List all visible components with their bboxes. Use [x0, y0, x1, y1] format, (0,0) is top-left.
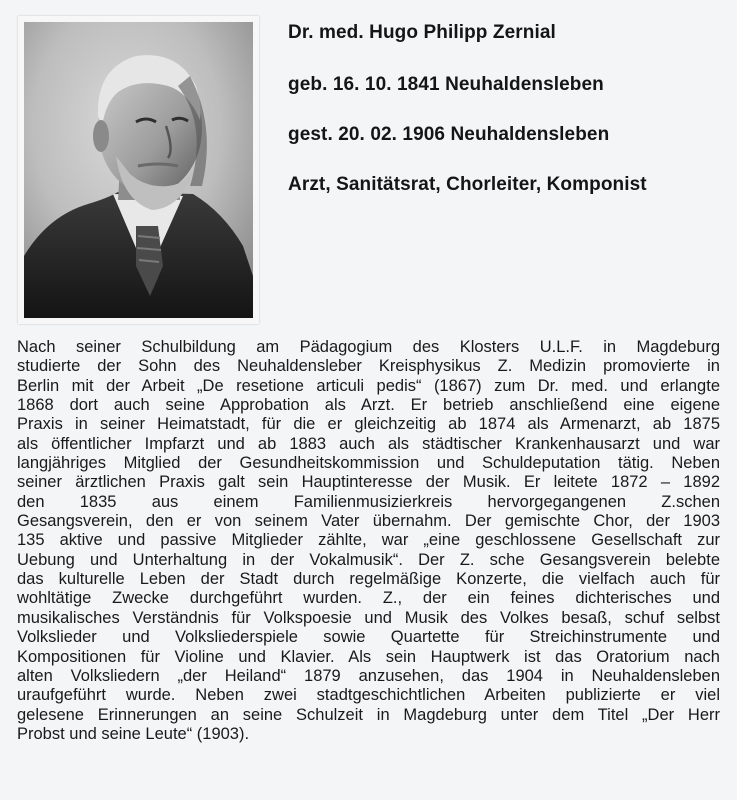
bio-line: gelesene Erinnerungen an seine Schulzeit in Magdeburg unter dem Titel „Der Herr [17, 705, 720, 724]
bio-line: alten Volksliedern „der Heiland“ 1879 anzusehen, das 1904 in Neuhaldensleben [17, 666, 720, 685]
bio-line: das kulturelle Leben der Stadt durch regelmäßige Konzerte, die vielfach auch für [17, 570, 720, 589]
bio-line: den 1835 aus einem Familienmusizierkreis hervorgegangenen Z.schen [17, 492, 720, 511]
bio-line: Nach seiner Schulbildung am Pädagogium des Klosters U.L.F. in Magdeburg [17, 338, 720, 356]
bio-line: Gesangsverein, den er von seinem Vater übernahm. Der gemischte Chor, der 1903 [17, 512, 720, 531]
bio-line: Uebung und Unterhaltung in der Vokalmusik“. Der Z. sche Gesangsverein belebte [17, 550, 720, 569]
death-info: gest. 20. 02. 1906 Neuhaldensleben [288, 124, 610, 145]
biography-text [17, 338, 720, 744]
bio-line: Probst und seine Leute“ (1903). [17, 724, 250, 743]
bio-line: 1868 dort auch seine Approbation als Arzt. Er betrieb anschließend eine eigene [17, 396, 720, 415]
bio-line: seiner ärztlichen Praxis galt sein Hauptinteresse der Musik. Er leitete 1872 – 1892 [17, 473, 720, 492]
bio-line: wohltätige Zwecke durchgeführt wurden. Z., der ein feines dichterisches und [17, 589, 720, 608]
bio-line: studierte der Sohn des Neuhaldensleber Kreisphysikus Z. Medizin promovierte in [17, 357, 720, 376]
occupations: Arzt, Sanitätsrat, Chorleiter, Komponist [288, 174, 647, 195]
bio-line: Volkslieder und Volksliederspiele sowie Quartette für Streichinstrumente und [17, 628, 720, 647]
birth-info: geb. 16. 10. 1841 Neuhaldensleben [288, 74, 604, 95]
bio-line: als öffentlicher Impfarzt und ab 1883 auch als städtischer Krankenhausarzt und war [17, 434, 720, 453]
bio-line: Praxis in seiner Heimatstadt, für die er gleichzeitig ab 1874 als Armenarzt, ab 1875 [17, 415, 720, 434]
bio-line: Berlin mit der Arbeit „De resetione articuli pedis“ (1867) zum Dr. med. und erlangte [17, 376, 720, 395]
bio-line: uraufgeführt wurde. Neben zwei stadtgeschichtlichen Arbeiten publizierte er viel [17, 686, 720, 705]
bio-line: Kompositionen für Violine und Klavier. Als sein Hauptwerk ist das Oratorium nach [17, 647, 720, 666]
bio-line: langjähriges Mitglied der Gesundheitskommission und Schuldeputation tätig. Neben [17, 454, 720, 473]
person-name: Dr. med. Hugo Philipp Zernial [288, 22, 556, 43]
bio-line: musikalisches Verständnis für Volkspoesie und Musik des Volkes besaß, schuf selbst [17, 608, 720, 627]
bio-line: 135 aktive und passive Mitglieder zählte, war „eine geschlossene Gesellschaft zur [17, 531, 720, 550]
portrait-image [18, 16, 259, 324]
portrait-photo [18, 16, 259, 324]
